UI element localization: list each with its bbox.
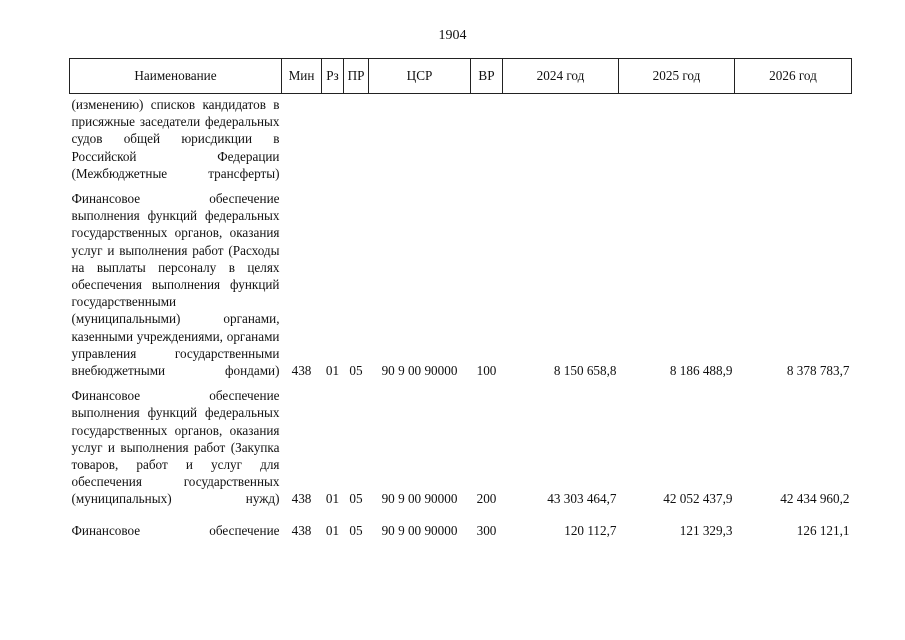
row-name: Финансовое обеспечение [71,522,280,538]
row-2024: 120 112,7 [564,522,617,538]
row-vr: 200 [476,491,497,507]
table-header-row [70,59,852,94]
row-pr: 05 [349,522,363,538]
row-csr: 90 9 00 90000 [381,522,458,538]
row-2026: 126 121,1 [796,522,850,538]
row-2025: 121 329,3 [679,522,733,538]
header-rz: Рз [322,59,344,94]
row-vr: 100 [476,363,497,379]
row-2024: 8 150 658,8 [553,363,617,379]
row-pr: 05 [349,363,363,379]
row-rz [322,94,344,189]
row-2024: 43 303 464,7 [547,491,617,507]
header-min: Мин [282,59,322,94]
row-vr [471,94,503,189]
row-rz: 01 [325,363,340,379]
header-vr: ВР [471,59,503,94]
header-2026: 2026 год [735,59,852,94]
row-pr: 05 [349,491,363,507]
row-csr: 90 9 00 90000 [381,491,458,507]
header-csr: ЦСР [369,59,471,94]
header-name: Наименование [70,59,282,94]
row-min: 438 [291,522,312,538]
row-min [282,94,322,189]
row-csr [369,94,471,189]
row-2025 [619,94,735,189]
header-2025: 2025 год [619,59,735,94]
row-name: Финансовое обеспечение выполнения функций федеральных государственных органов, оказания услуг и выполнения работ (Закупка товаров, работ и услуг для обеспечения государственных (муниципальных) нужд) [71,388,280,507]
row-min: 438 [291,491,312,507]
row-2026 [735,94,852,189]
table-row [70,188,852,385]
row-2026: 8 378 783,7 [786,363,850,379]
row-name: (изменению) списков кандидатов в присяжные заседатели федеральных судов общей юрисдикции в Российской Федерации (Межбюджетные трансферты) [71,97,280,181]
row-pr [344,94,369,189]
row-rz: 01 [325,491,340,507]
budget-table [69,58,852,539]
row-vr: 300 [476,522,497,538]
row-rz: 01 [325,522,340,538]
header-pr: ПР [344,59,369,94]
row-name: Финансовое обеспечение выполнения функций федеральных государственных органов, оказания услуг и выполнения работ (Расходы на выплаты персоналу в целях обеспечения выполнения функций государственными (муниципальными) органами, казенными учреждениями, органами управления государственными внебюджетными фондами) [71,191,280,379]
row-2024 [503,94,619,189]
header-2024: 2024 год [503,59,619,94]
row-min: 438 [291,363,312,379]
page-number: 1904 [438,28,467,43]
row-2025: 42 052 437,9 [663,491,733,507]
row-csr: 90 9 00 90000 [381,363,458,379]
table-row [70,94,852,189]
table-row [70,514,852,539]
table-row [70,385,852,513]
row-2025: 8 186 488,9 [669,363,733,379]
row-2026: 42 434 960,2 [780,491,850,507]
